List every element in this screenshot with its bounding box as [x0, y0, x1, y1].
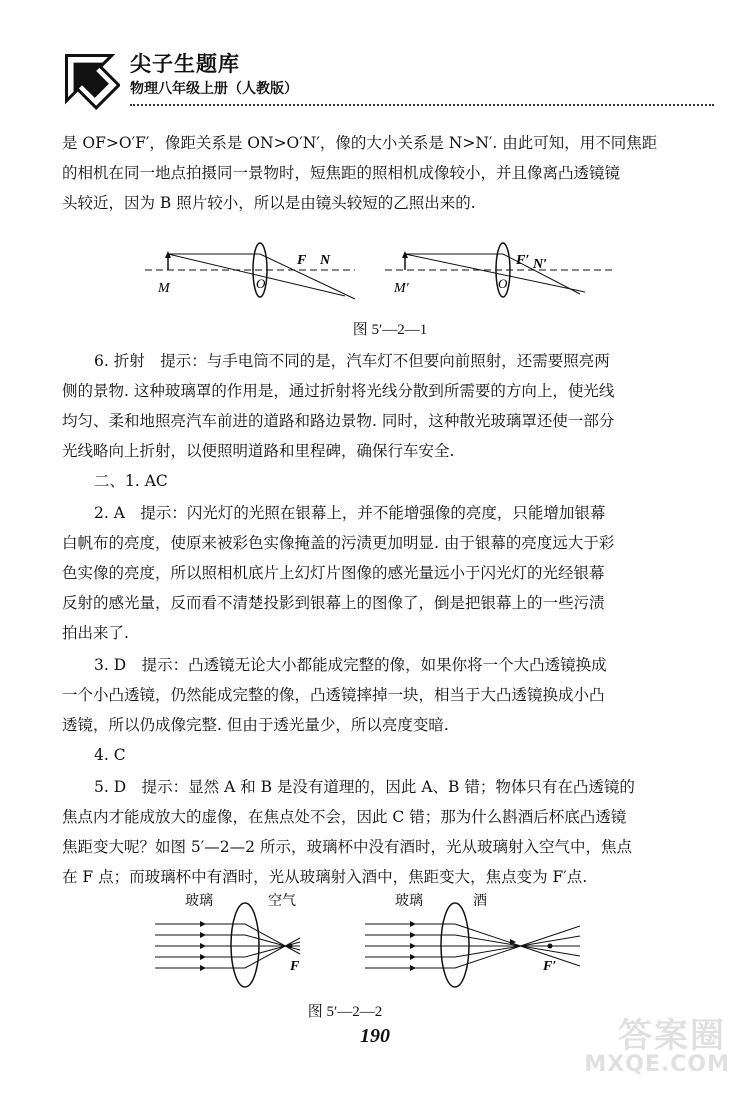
text-line: 焦点内才能成放大的虚像，在焦点处不会，因此 C 错；那为什么斟酒后杯底凸透镜	[62, 808, 627, 826]
arrow-logo-icon	[50, 40, 120, 115]
paragraph-answer-continuation	[62, 128, 694, 218]
label-o-prime: O	[498, 276, 508, 291]
diagram-right	[385, 243, 615, 297]
label-glass-left: 玻璃	[185, 894, 213, 909]
label-m: M	[158, 281, 170, 296]
book-subtitle: 物理八年级上册（人教版）	[130, 81, 298, 97]
text-line: 3. D 提示：凸透镜无论大小都能成完整的像，如果你将一个大凸透镜换成	[94, 656, 607, 674]
watermark-url: MXQE.COM	[584, 1052, 730, 1077]
text-line: 一个小凸透镜，仍然能成完整的像，凸透镜摔掉一块，相当于大凸透镜换成小凸	[62, 686, 605, 704]
page-number: 190	[360, 1025, 390, 1047]
label-m-prime: M′	[394, 281, 409, 296]
figure-5-2-2	[150, 890, 610, 990]
diagram-wine	[365, 892, 580, 987]
text-line: 6. 折射 提示：与手电筒不同的是，汽车灯不但要向前照射，还需要照亮两	[94, 352, 610, 370]
label-f-prime: F′	[516, 253, 530, 268]
text-line: 焦距变大呢？如图 5′—2—2 所示，玻璃杯中没有酒时，光从玻璃射入空气中，焦点	[62, 838, 632, 856]
text-line: 在 F 点；而玻璃杯中有酒时，光从玻璃射入酒中，焦距变大，焦点变为 F′点.	[62, 868, 588, 886]
watermark-text: 答案圈	[618, 1016, 726, 1056]
paragraph-answer-4	[62, 740, 694, 770]
text-line: 光线略向上折射，以便照明道路和里程碑，确保行车安全.	[62, 442, 455, 460]
text-line: 拍出来了.	[62, 624, 129, 642]
text-line: 均匀、柔和地照亮汽车前进的道路和路边景物. 同时，这种散光玻璃罩还使一部分	[62, 412, 615, 430]
label-f: F	[297, 253, 307, 268]
text-line: 反射的感光量，反而看不清楚投影到银幕上的图像了，倒是把银幕上的一些污渍	[62, 594, 605, 612]
header-divider	[130, 104, 714, 106]
section-two-answer-1	[62, 466, 694, 496]
paragraph-answer-3	[62, 650, 694, 740]
text-line: 二、1. AC	[94, 472, 168, 490]
text-line: 透镜，所以仍成像完整. 但由于透光量少，所以亮度变暗.	[62, 716, 449, 734]
label-wine: 酒	[473, 894, 487, 909]
site-watermark	[576, 1004, 736, 1086]
book-title: 尖子生题库	[130, 52, 240, 76]
figure-5-2-1	[140, 242, 620, 322]
diagram-left	[145, 243, 355, 299]
label-focus-f: F	[290, 959, 300, 974]
text-line: 是 OF>O′F′，像距关系是 ON>O′N′，像的大小关系是 N>N′. 由此可知，用不同焦距	[62, 134, 658, 152]
text-line: 的相机在同一地点拍摄同一景物时，短焦距的照相机成像较小，并且像离凸透镜镜	[62, 164, 621, 182]
text-line: 头较近，因为 B 照片较小，所以是由镜头较短的乙照出来的.	[62, 194, 476, 212]
label-n-prime: N′	[533, 257, 548, 272]
text-line: 白帆布的亮度，使原来被彩色实像掩盖的污渍更加明显. 由于银幕的亮度远大于彩	[62, 534, 615, 552]
label-n: N	[320, 253, 331, 268]
text-line: 色实像的亮度，所以照相机底片上幻灯片图像的感光量远小于闪光灯的光经银幕	[62, 564, 605, 582]
label-o: O	[256, 276, 266, 291]
diagram-air	[155, 892, 300, 987]
text-line: 4. C	[94, 746, 126, 764]
paragraph-answer-6	[62, 346, 694, 466]
page-header	[50, 40, 710, 115]
text-line: 侧的景物. 这种玻璃罩的作用是，通过折射将光线分散到所需要的方向上，使光线	[62, 382, 615, 400]
figure-caption-1: 图 5′—2—1	[352, 322, 428, 338]
label-focus-f-prime: F′	[543, 959, 557, 974]
label-glass-right: 玻璃	[395, 894, 423, 909]
text-line: 5. D 提示：显然 A 和 B 是没有道理的，因此 A、B 错；物体只有在凸透镜的	[94, 778, 635, 796]
text-line: 2. A 提示：闪光灯的光照在银幕上，并不能增强像的亮度，只能增加银幕	[94, 504, 606, 522]
paragraph-answer-2	[62, 498, 694, 648]
label-air: 空气	[268, 894, 296, 909]
paragraph-answer-5	[62, 772, 694, 892]
figure-caption-2: 图 5′—2—2	[307, 1004, 383, 1020]
